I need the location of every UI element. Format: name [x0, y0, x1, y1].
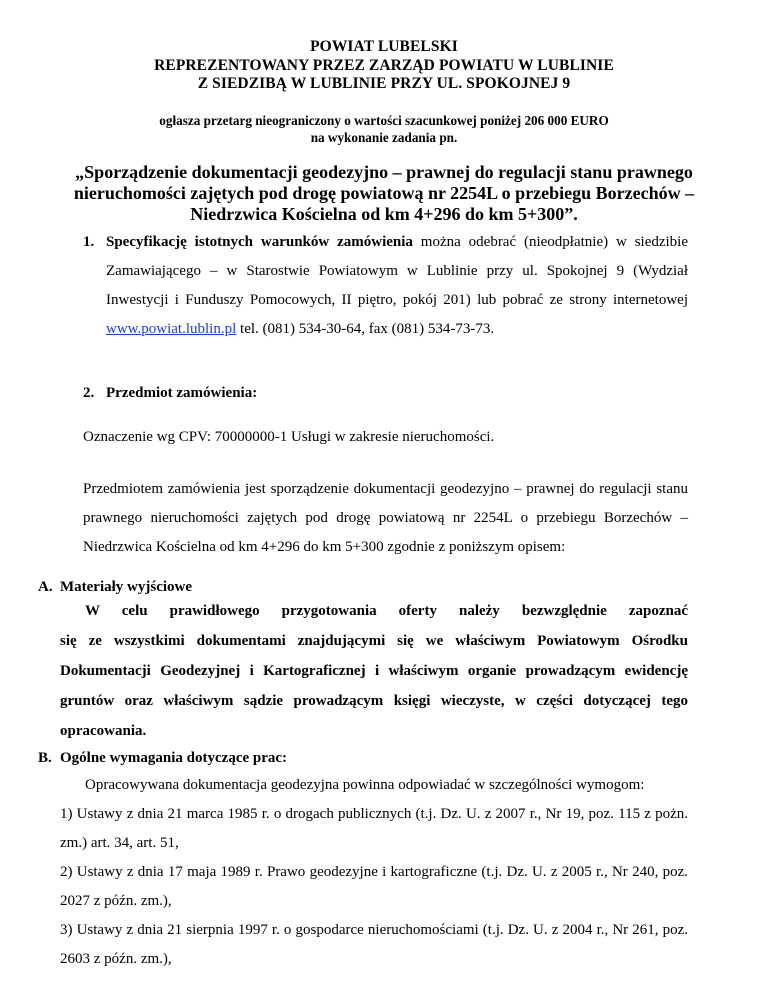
section-1-text — [106, 228, 688, 344]
section-b-intro: Opracowywana dokumentacja geodezyjna powinna odpowiadać w szczególności wymogom: — [85, 777, 645, 793]
section-a-letter: A. — [38, 579, 53, 595]
cpv-code: Oznaczenie wg CPV: 70000000-1 Usługi w zakresie nieruchomości. — [83, 429, 495, 445]
header-seat: Z SIEDZIBĄ W LUBLINIE PRZY UL. SPOKOJNEJ 9 — [197, 75, 571, 92]
section-b-letter: B. — [38, 750, 52, 766]
header-represented-by: REPREZENTOWANY PRZEZ ZARZĄD POWIATU W LUBLINIE — [154, 56, 614, 74]
header-block — [0, 38, 768, 94]
notice-line-1: ogłasza przetarg nieograniczony o wartości szacunkowej poniżej 206 000 EURO — [159, 113, 609, 128]
task-title — [0, 162, 768, 225]
title-line-3: Niedrzwica Kościelna od km 4+296 do km 5+300”. — [190, 204, 578, 224]
section-1-number: 1. — [83, 234, 95, 250]
section-a-body: się ze wszystkimi dokumentami znajdującymi się we właściwym Powiatowym Ośrodku Dokumentacji Geodezyjnej i Kartograficznej i właściwym organie prowadzącym ewidencję gruntów oraz właściwym sądzie prowadzącym księgi wieczyste, w części dotyczącej tego opracowania. — [60, 633, 688, 739]
legal-basis-item-1: 1) Ustawy z dnia 21 marca 1985 r. o drogach publicznych (t.j. Dz. U. z 2007 r., Nr 19, poz. 115 z pożn. zm.) art. 34, art. 51, — [60, 806, 688, 851]
title-line-2: nieruchomości zajętych pod drogę powiatową nr 2254L o przebiegu Borzechów – — [73, 183, 695, 203]
legal-basis-item-3: 3) Ustawy z dnia 21 sierpnia 1997 r. o gospodarce nieruchomościami (t.j. Dz. U. z 2004 r., Nr 261, poz. 2603 z późn. zm.), — [60, 922, 688, 967]
section-a-heading: Materiały wyjściowe — [60, 579, 193, 595]
notice-line-2: na wykonanie zadania pn. — [310, 130, 458, 145]
section-a-line-1: W celu prawidłowego przygotowania oferty należy bezwzględnie zapoznać — [85, 603, 688, 619]
title-line-1: „Sporządzenie dokumentacji geodezyjno – prawnej do regulacji stanu prawnego — [75, 162, 693, 182]
website-link[interactable]: www.powiat.lublin.pl — [106, 321, 237, 337]
siwz-label: Specyfikację istotnych warunków zamówienia — [106, 234, 413, 250]
section-b-heading: Ogólne wymagania dotyczące prac: — [60, 750, 288, 766]
section-2-number: 2. — [83, 385, 95, 401]
section-1-contact: tel. (081) 534-30-64, fax (081) 534-73-73. — [236, 321, 495, 337]
legal-basis-item-2: 2) Ustawy z dnia 17 maja 1989 r. Prawo geodezyjne i kartograficzne (t.j. Dz. U. z 2005 r., Nr 240, poz. 2027 z późn. zm.), — [60, 864, 688, 909]
order-description: Przedmiotem zamówienia jest sporządzenie dokumentacji geodezyjno – prawnej do regulacji stanu prawnego nieruchomości zajętych pod drogę powiatową nr 2254L o przebiegu Borzechów – Niedrzwica Kościelna od km 4+296 do km 5+300 zgodnie z poniższym opisem: — [83, 481, 688, 555]
section-1-text-a: można odebrać (nieodpłatnie) w siedzibie Zamawiającego – w Starostwie Powiatowym w Lublinie przy ul. Spokojnej 9 (Wydział Inwestycji i Funduszy Pomocowych, II piętro, pokój 201) lub pobrać ze strony internetowej — [106, 234, 689, 308]
header-county: POWIAT LUBELSKI — [310, 38, 458, 55]
section-2-heading: Przedmiot zamówienia: — [106, 385, 258, 401]
tender-notice — [0, 112, 768, 146]
